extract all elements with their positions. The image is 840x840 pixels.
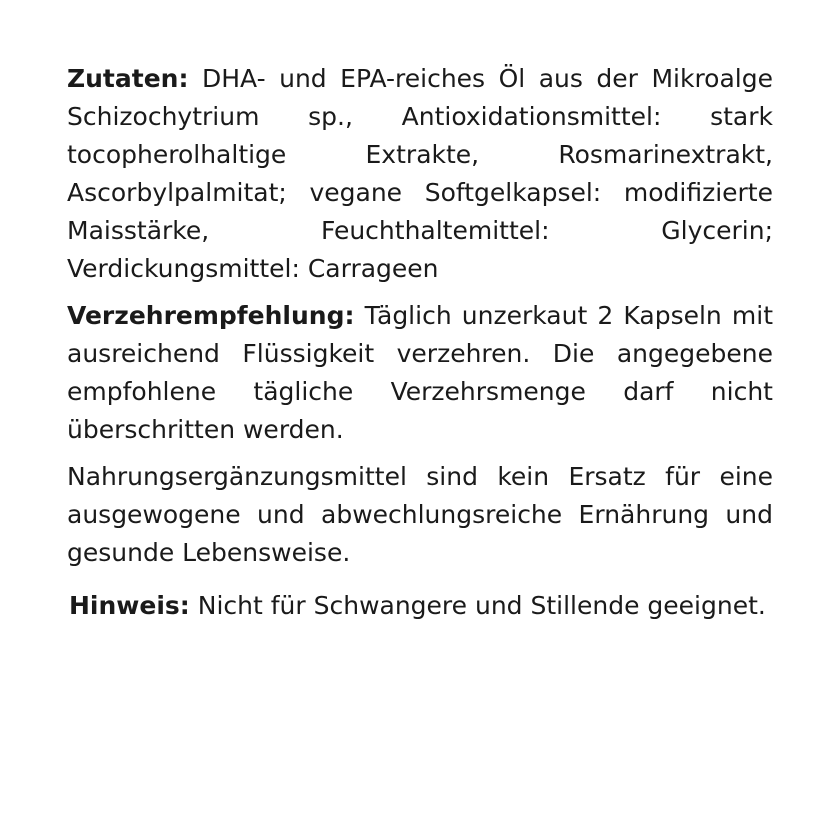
dosage-label: Verzehrempfehlung: <box>67 301 355 330</box>
warning-label: Hinweis: <box>69 591 190 620</box>
ingredients-paragraph <box>67 60 773 288</box>
supplement-notice-text: Nahrungsergänzungsmittel sind kein Ersatz für eine ausgewogene und abwechlungsreiche Ernährung und gesunde Lebensweise. <box>67 462 773 567</box>
ingredients-label: Zutaten: <box>67 64 189 93</box>
warning-text: Nicht für Schwangere und Stillende geeignet. <box>197 591 766 620</box>
product-info-text <box>67 60 773 625</box>
warning-paragraph <box>67 587 773 625</box>
dosage-paragraph <box>67 297 773 449</box>
dosage-text: Täglich unzerkaut 2 Kapseln mit ausreichend Flüssigkeit verzehren. Die angegebene empfohlene tägliche Verzehrsmenge darf nicht überschritten werden. <box>67 301 773 444</box>
supplement-notice-paragraph <box>67 458 773 572</box>
ingredients-text: DHA- und EPA-reiches Öl aus der Mikroalge Schizochytrium sp., Antioxidationsmittel: stark tocopherolhaltige Extrakte, Rosmarinextrakt, Ascorbylpalmitat; vegane Softgelkapsel: modifizierte Maisstärke, Feuchthaltemittel: Glycerin; Verdickungsmittel: Carrageen <box>67 64 773 283</box>
